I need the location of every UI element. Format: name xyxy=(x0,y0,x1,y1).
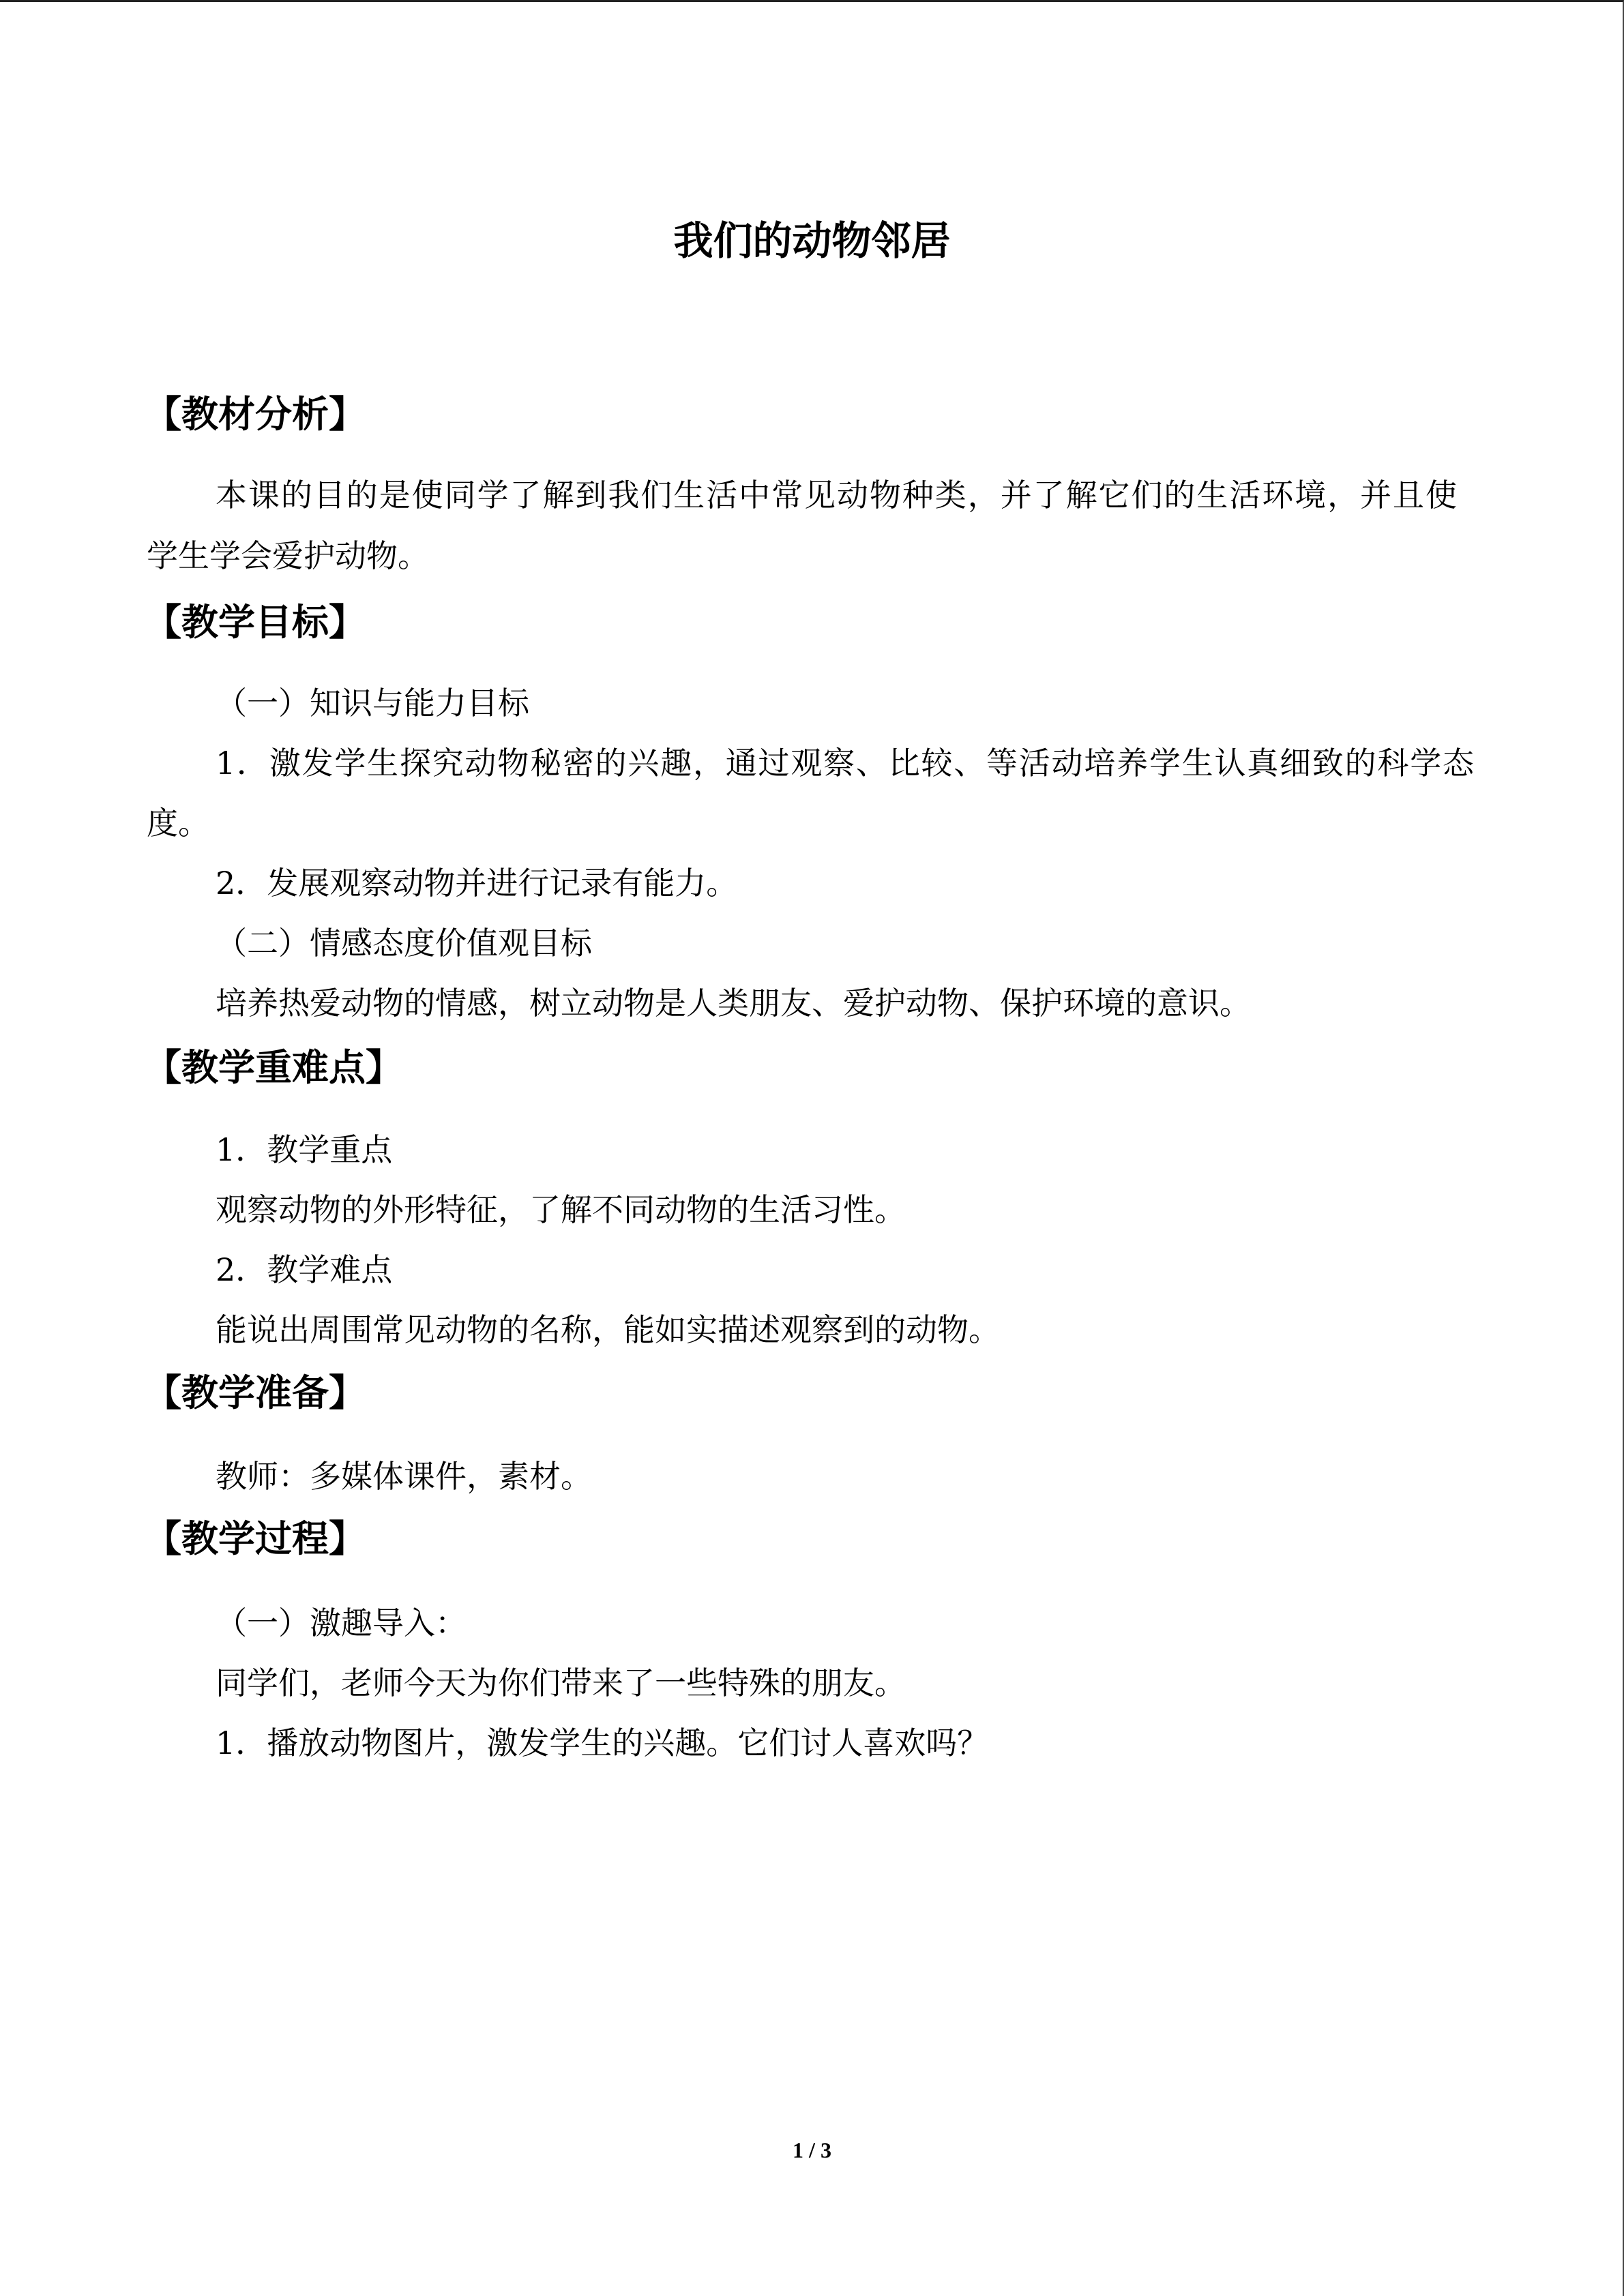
paragraph-line: 培养热爱动物的情感，树立动物是人类朋友、爱护动物、保护环境的意识。 xyxy=(216,985,1251,1022)
paragraph-line: 1．播放动物图片，激发学生的兴趣。它们讨人喜欢吗？ xyxy=(216,1725,989,1761)
subheading: （一）知识与能力目标 xyxy=(216,685,529,721)
paragraph-line: 同学们，老师今天为你们带来了一些特殊的朋友。 xyxy=(216,1665,906,1701)
paragraph-line: 2．发展观察动物并进行记录有能力。 xyxy=(216,865,738,901)
heading-teaching-preparation: 【教学准备】 xyxy=(145,1371,366,1414)
heading-teaching-process: 【教学过程】 xyxy=(145,1517,366,1560)
document-title: 我们的动物邻居 xyxy=(673,218,951,264)
subheading: 1．教学重点 xyxy=(216,1131,393,1168)
subheading: （一）激趣导入： xyxy=(216,1605,467,1641)
heading-textbook-analysis: 【教材分析】 xyxy=(145,393,366,436)
paragraph-line: 教师：多媒体课件，素材。 xyxy=(216,1458,592,1495)
paragraph-line: 本课的目的是使同学了解到我们生活中常见动物种类，并了解它们的生活环境，并且使 xyxy=(216,477,1457,513)
paragraph-line: 观察动物的外形特征，了解不同动物的生活习性。 xyxy=(216,1191,906,1228)
subheading: 2．教学难点 xyxy=(216,1251,393,1288)
paragraph-line: 1．激发学生探究动物秘密的兴趣，通过观察、比较、等活动培养学生认真细致的科学态 xyxy=(216,745,1474,781)
heading-teaching-goals: 【教学目标】 xyxy=(145,601,366,644)
paragraph-line: 学生学会爱护动物。 xyxy=(147,537,429,574)
paragraph-line: 能说出周围常见动物的名称，能如实描述观察到的动物。 xyxy=(216,1311,1000,1348)
heading-key-difficult-points: 【教学重难点】 xyxy=(145,1046,402,1089)
page-number: 1 / 3 xyxy=(793,2138,831,2162)
paragraph-line: 度。 xyxy=(147,805,209,841)
subheading: （二）情感态度价值观目标 xyxy=(216,925,592,961)
